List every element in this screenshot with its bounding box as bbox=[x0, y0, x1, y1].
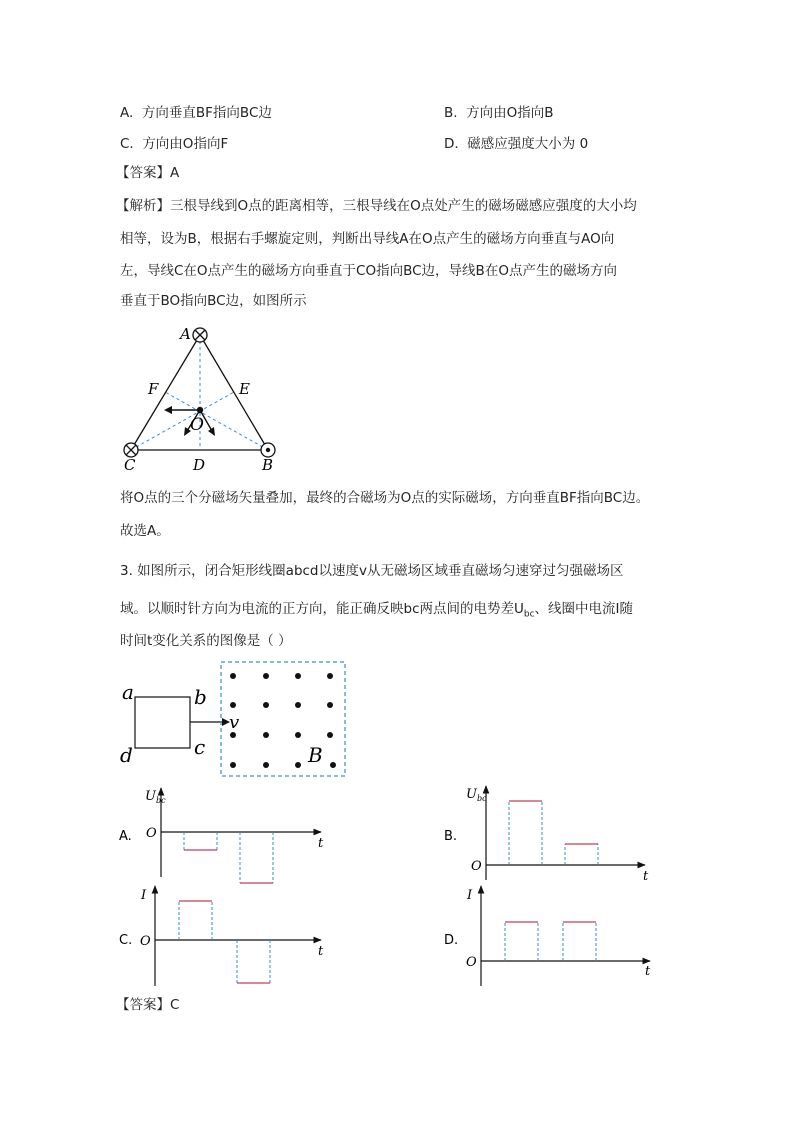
q3-stem-line-2: 域。以顺时针方向为电流的正方向，能正确反映bc两点间的电势差$U_{bc}$、线圈中电流I随 bbox=[120, 601, 634, 620]
label-f: F bbox=[148, 380, 159, 398]
graph-c-ylabel: I bbox=[141, 888, 147, 903]
graph-b-origin: O bbox=[471, 859, 482, 874]
analysis-line-3: 左，导线C在O点产生的磁场方向垂直于CO指向BC边，导线B在O点产生的磁场方向 bbox=[120, 263, 617, 279]
coil-label-d: d bbox=[120, 743, 133, 767]
q2-answer: 【答案】A bbox=[116, 165, 180, 181]
graph-a-ylabel: $U_{bc}$ bbox=[145, 789, 166, 805]
graph-c-xlabel: t bbox=[318, 944, 324, 959]
field-label-b: B bbox=[308, 743, 323, 767]
graph-b-option: B. bbox=[444, 829, 458, 844]
coil-label-b: b bbox=[194, 685, 207, 709]
graph-d-origin: O bbox=[466, 955, 477, 970]
label-e: E bbox=[239, 380, 250, 398]
q3-stem-line-3: 时间t变化关系的图像是（ ） bbox=[120, 633, 292, 649]
q3-stem-line-1: 3. 如图所示，闭合矩形线圈abcd以速度v从无磁场区域垂直磁场匀速穿过匀强磁场区 bbox=[120, 563, 624, 579]
graph-a-option: A. bbox=[119, 829, 132, 844]
graph-b-xlabel: t bbox=[643, 869, 649, 884]
graph-a-origin: O bbox=[146, 826, 157, 841]
graph-c-origin: O bbox=[140, 934, 151, 949]
label-b: B bbox=[262, 456, 274, 474]
option-a: A. 方向垂直BF指向BC边 bbox=[120, 105, 272, 121]
coil-label-a: a bbox=[122, 680, 134, 704]
graph-c-option: C. bbox=[119, 933, 133, 948]
graph-a bbox=[119, 788, 324, 883]
label-d: D bbox=[193, 456, 206, 474]
label-o: O bbox=[190, 415, 204, 435]
label-c: C bbox=[124, 456, 136, 474]
conclusion-line-1: 将O点的三个分磁场矢量叠加，最终的合磁场为O点的实际磁场，方向垂直BF指向BC边。 bbox=[120, 490, 650, 506]
velocity-label: v bbox=[229, 712, 240, 733]
graph-b bbox=[444, 786, 649, 884]
conclusion-line-2: 故选A。 bbox=[120, 523, 170, 539]
q3-answer: 【答案】C bbox=[116, 997, 180, 1013]
analysis-line-2: 相等，设为B，根据右手螺旋定则，判断出导线A在O点产生的磁场方向垂直与AO向 bbox=[120, 231, 615, 247]
label-a: A bbox=[180, 325, 191, 343]
graph-d-xlabel: t bbox=[645, 964, 651, 979]
graph-d-option: D. bbox=[444, 933, 459, 948]
graph-c bbox=[119, 886, 324, 986]
option-c: C. 方向由O指向F bbox=[120, 136, 229, 152]
option-b: B. 方向由O指向B bbox=[444, 105, 554, 121]
analysis-line-4: 垂直于BO指向BC边，如图所示 bbox=[120, 293, 307, 309]
graph-a-xlabel: t bbox=[318, 836, 324, 851]
option-d: D. 磁感应强度大小为 0 bbox=[444, 136, 589, 152]
graph-b-ylabel: $U_{bc}$ bbox=[466, 787, 487, 803]
coil-label-c: c bbox=[194, 735, 206, 759]
analysis-line-1: 【解析】三根导线到O点的距离相等，三根导线在O点处产生的磁场磁感应强度的大小均 bbox=[116, 198, 637, 214]
graph-d bbox=[444, 886, 651, 986]
graph-d-ylabel: I bbox=[467, 888, 473, 903]
